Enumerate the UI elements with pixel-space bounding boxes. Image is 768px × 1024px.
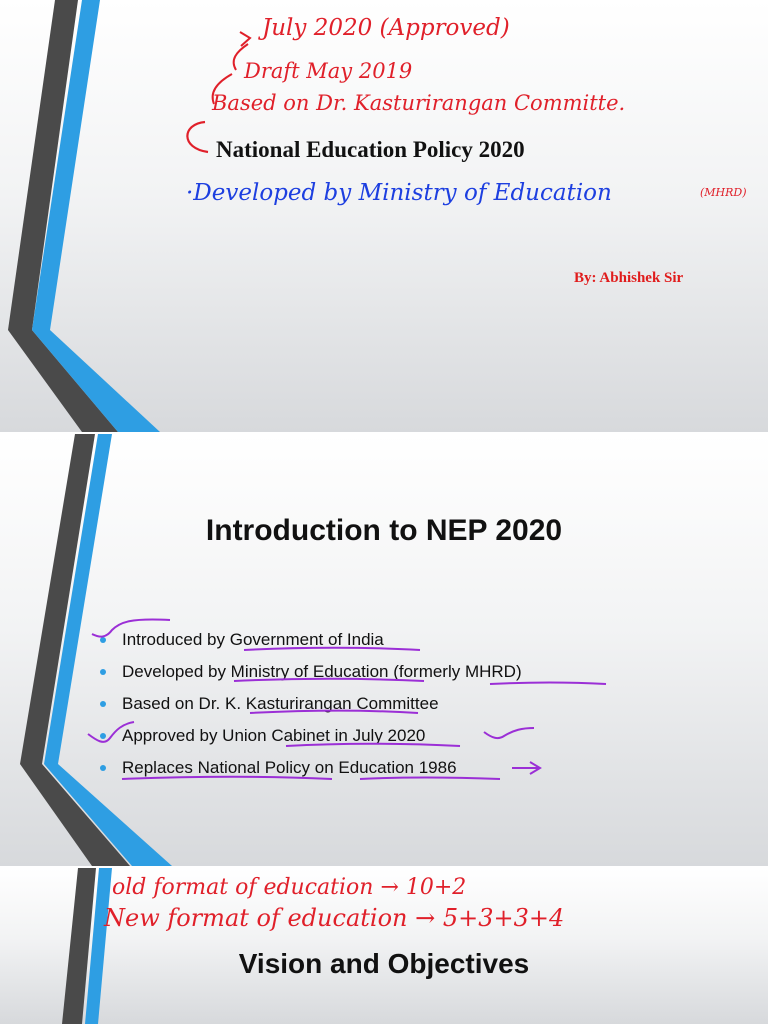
bullet-list [100, 624, 522, 784]
author-byline: By: Abhishek Sir [574, 270, 684, 286]
hw-draft: Draft May 2019 [244, 59, 413, 83]
hw-approved: July 2020 (Approved) [262, 15, 510, 41]
bullet-dot-icon [100, 669, 106, 675]
bullet-dot-icon [100, 765, 106, 771]
list-item [100, 720, 522, 752]
slide-3-decoration [0, 868, 768, 1024]
slide-1 [0, 0, 768, 432]
slide-3-title: Vision and Objectives [238, 948, 530, 979]
hw-based-on: Based on Dr. Kasturirangan Committe. [212, 91, 626, 115]
hw-old-format: old format of education → 10+2 [112, 875, 467, 900]
list-item [100, 656, 522, 688]
bullet-dot-icon [100, 701, 106, 707]
bullet-text: Introduced by Government of India [122, 630, 384, 649]
list-item [100, 688, 522, 720]
hw-developed-by: ·Developed by Ministry of Education [186, 180, 612, 206]
hw-new-format: New format of education → 5+3+3+4 [104, 904, 565, 932]
bullet-text: Developed by Ministry of Education (formerly MHRD) [122, 662, 522, 681]
slide-1-decoration [0, 0, 768, 432]
list-item [100, 752, 522, 784]
bullet-text: Replaces National Policy on Education 1986 [122, 758, 457, 777]
hw-mhrd-note: (MHRD) [700, 186, 747, 199]
slide-3 [0, 868, 768, 1024]
bullet-text: Based on Dr. K. Kasturirangan Committee [122, 694, 439, 713]
bullet-dot-icon [100, 733, 106, 739]
list-item [100, 624, 522, 656]
slide-2-title: Introduction to NEP 2020 [205, 514, 563, 547]
bullet-dot-icon [100, 637, 106, 643]
slide-2 [0, 434, 768, 866]
slide-1-title: National Education Policy 2020 [216, 137, 525, 162]
bullet-text: Approved by Union Cabinet in July 2020 [122, 726, 426, 745]
